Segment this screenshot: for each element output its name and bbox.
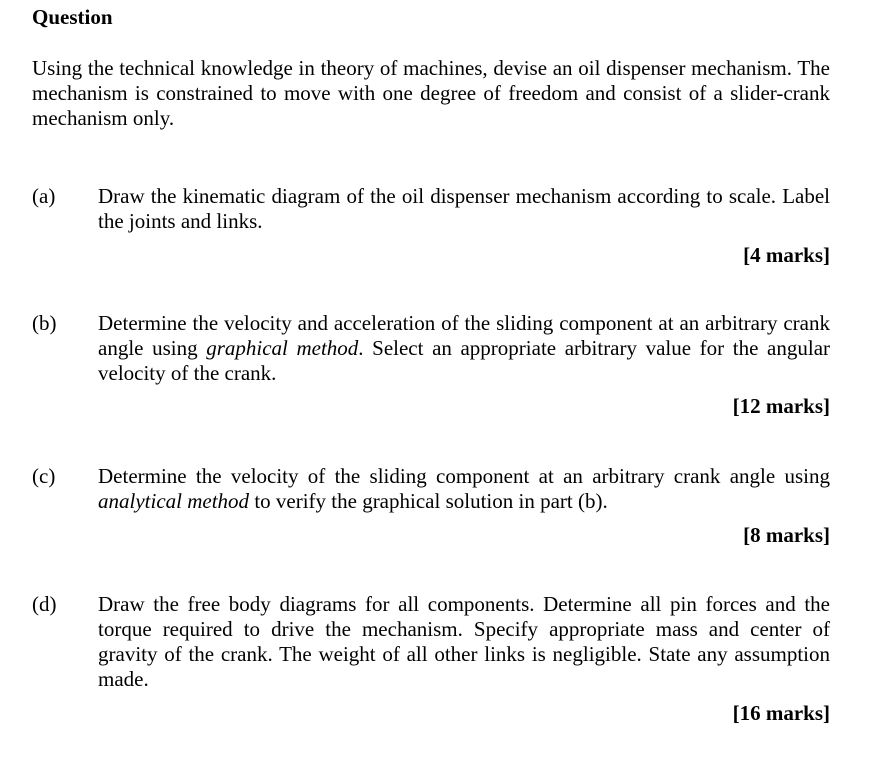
question-heading: Question xyxy=(32,5,113,29)
part-marks: [16 marks] xyxy=(732,701,830,725)
part-text-after: to verify the graphical solution in part (b). xyxy=(249,489,608,513)
question-part-b xyxy=(32,311,830,419)
part-text-after: . Select an appropriate arbitrary value for the angular velocity of the crank. xyxy=(98,336,831,385)
part-label: (b) xyxy=(32,311,57,335)
part-text xyxy=(98,311,830,386)
part-text xyxy=(98,592,830,692)
part-text-before: Draw the kinematic diagram of the oil dispenser mechanism according to scale. Label the joints and links. xyxy=(98,184,830,233)
part-marks: [8 marks] xyxy=(743,523,830,547)
part-marks: [12 marks] xyxy=(732,394,830,418)
part-text xyxy=(98,184,830,234)
part-label: (d) xyxy=(32,592,57,616)
part-text-before: Determine the velocity and acceleration of the sliding component at an arbitrary crank angle using xyxy=(98,311,830,360)
question-intro: Using the technical knowledge in theory of machines, devise an oil dispenser mechanism. The mechanism is constrained to move with one degree of freedom and consist of a slider-crank mechanism only. xyxy=(32,56,830,130)
part-label: (c) xyxy=(32,464,56,488)
part-text-before: Determine the velocity of the sliding component at an arbitrary crank angle using xyxy=(98,464,830,488)
part-text-emphasis: analytical method xyxy=(98,489,250,513)
part-label: (a) xyxy=(32,184,56,208)
part-text-emphasis: graphical method xyxy=(206,336,359,360)
question-part-d xyxy=(32,592,830,726)
part-text xyxy=(98,464,830,514)
part-marks: [4 marks] xyxy=(743,243,830,267)
question-part-a xyxy=(32,184,830,268)
question-part-c xyxy=(32,464,830,548)
part-text-before: Draw the free body diagrams for all components. Determine all pin forces and the torque required to drive the mechanism. Specify appropriate mass and center of gravity of the crank. The weight of all other links is negligible. State any assumption made. xyxy=(98,592,830,691)
